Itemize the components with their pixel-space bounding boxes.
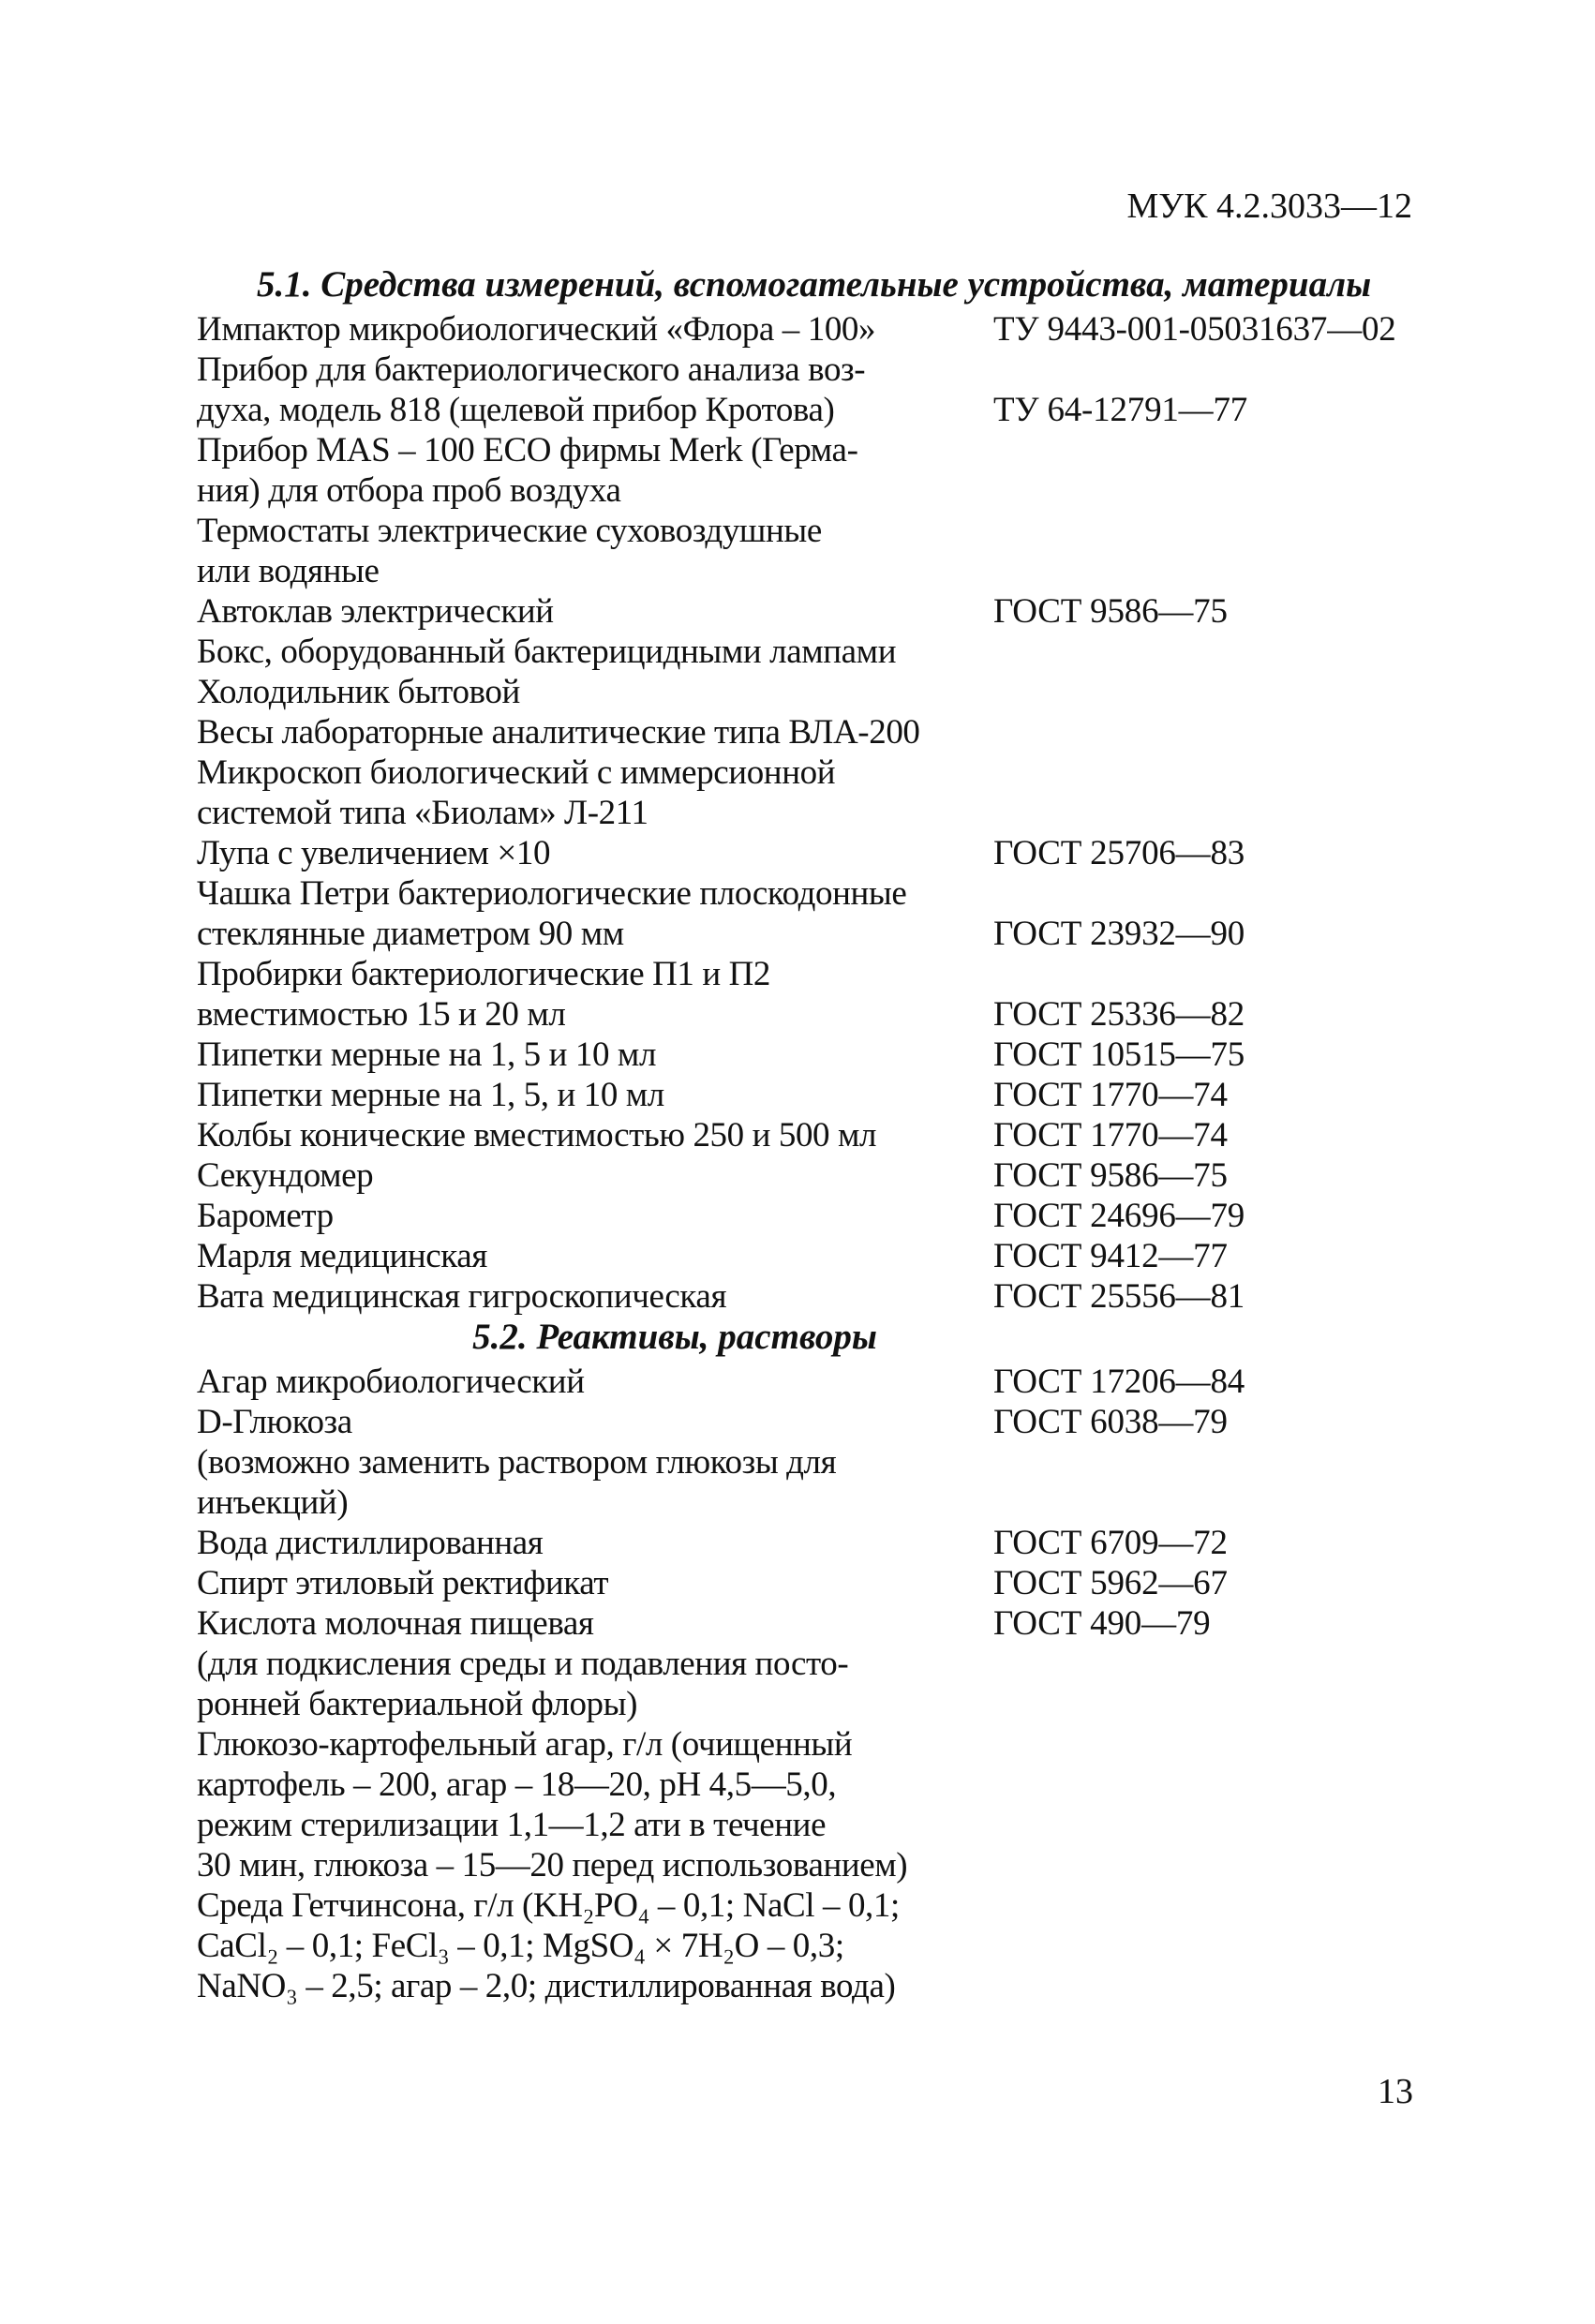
item-text-line: Среда Гетчинсона, г/л (KH₂PO₄ – 0,1; NaCl – 0,1; <box>197 1886 900 1925</box>
list-item <box>197 591 1415 632</box>
list-item <box>197 954 1415 1035</box>
list-item <box>197 1236 1415 1276</box>
item-description <box>197 430 993 511</box>
item-text-line: Кислота молочная пищевая <box>197 1604 594 1643</box>
list-item <box>197 632 1415 672</box>
item-text-line: вместимостью 15 и 20 мл <box>197 995 566 1034</box>
item-standard: ТУ 9443-001-05031637—02 <box>993 310 1396 349</box>
section-heading-reagents: 5.2. Реактивы, растворы <box>472 1317 877 1357</box>
list-item <box>197 1155 1415 1196</box>
list-item <box>197 1196 1415 1236</box>
list-item <box>197 430 1415 511</box>
list-item <box>197 1362 1415 1402</box>
list-item <box>197 1885 1415 2006</box>
item-text-line: NaNO₃ – 2,5; агар – 2,0; дистиллированная вода) <box>197 1967 896 2005</box>
reagents-list <box>197 1362 1415 2006</box>
item-text-line: 30 мин, глюкоза – 15—20 перед использованием) <box>197 1846 908 1885</box>
item-description <box>197 1402 993 1442</box>
document-code: МУК 4.2.3033—12 <box>1126 186 1412 226</box>
list-item <box>197 1402 1415 1442</box>
item-description <box>197 712 993 752</box>
item-text-line: Вата медицинская гигроскопическая <box>197 1277 727 1316</box>
item-description <box>197 1644 993 1724</box>
item-description <box>197 1155 993 1196</box>
item-text-line: Агар микробиологический <box>197 1363 585 1401</box>
item-description <box>197 1362 993 1402</box>
item-description <box>197 1523 993 1563</box>
item-description <box>197 752 993 833</box>
item-text-line: D-Глюкоза <box>197 1403 352 1441</box>
item-text-line: режим стерилизации 1,1—1,2 ати в течение <box>197 1806 827 1844</box>
item-text-line: Импактор микробиологический «Флора – 100» <box>197 310 876 349</box>
item-description <box>197 591 993 632</box>
item-description <box>197 511 993 591</box>
item-text-line: Барометр <box>197 1197 334 1235</box>
list-item <box>197 873 1415 954</box>
item-description <box>197 1885 993 2006</box>
list-item <box>197 1563 1415 1603</box>
item-description <box>197 1115 993 1155</box>
item-standard: ГОСТ 24696—79 <box>993 1197 1245 1235</box>
item-description <box>197 632 993 672</box>
list-item <box>197 712 1415 752</box>
item-text-line: Пробирки бактериологические П1 и П2 <box>197 955 771 993</box>
item-standard: ГОСТ 1770—74 <box>993 1116 1228 1155</box>
item-standard: ТУ 64-12791—77 <box>993 391 1248 429</box>
item-standard: ГОСТ 23932—90 <box>993 915 1245 953</box>
item-text-line: ния) для отбора проб воздуха <box>197 471 621 510</box>
list-item <box>197 1115 1415 1155</box>
item-description <box>197 309 993 350</box>
list-item <box>197 833 1415 873</box>
list-item <box>197 752 1415 833</box>
item-text-line: Микроскоп биологический с иммерсионной <box>197 753 836 792</box>
instruments-list <box>197 309 1415 1317</box>
item-standard: ГОСТ 25556—81 <box>993 1277 1245 1316</box>
item-text-line: Спирт этиловый ректификат <box>197 1564 609 1602</box>
item-standard: ГОСТ 5962—67 <box>993 1564 1228 1602</box>
list-item <box>197 1075 1415 1115</box>
item-description <box>197 1724 993 1885</box>
section-heading-instruments: 5.1. Средства измерений, вспомогательные устройства, материалы <box>257 264 1372 305</box>
item-standard: ГОСТ 9586—75 <box>993 1156 1228 1195</box>
item-text-line: (возможно заменить раствором глюкозы для <box>197 1443 837 1482</box>
item-text-line: Термостаты электрические суховоздушные <box>197 512 822 550</box>
item-standard: ГОСТ 9586—75 <box>993 592 1228 631</box>
item-description <box>197 833 993 873</box>
item-text-line: Секундомер <box>197 1156 374 1195</box>
list-item <box>197 1724 1415 1885</box>
list-item <box>197 1442 1415 1523</box>
item-description <box>197 1035 993 1075</box>
item-text-line: системой типа «Биолам» Л-211 <box>197 794 648 832</box>
item-standard: ГОСТ 490—79 <box>993 1604 1211 1643</box>
list-item <box>197 1644 1415 1724</box>
item-description <box>197 1563 993 1603</box>
page-number: 13 <box>1378 2072 1413 2111</box>
item-text-line: ронней бактериальной флоры) <box>197 1685 638 1723</box>
item-text-line: Чашка Петри бактериологические плоскодонные <box>197 874 907 913</box>
item-text-line: Колбы конические вместимостью 250 и 500 мл <box>197 1116 877 1155</box>
item-standard: ГОСТ 25336—82 <box>993 995 1245 1034</box>
item-description <box>197 1603 993 1644</box>
list-item <box>197 672 1415 712</box>
list-item <box>197 511 1415 591</box>
item-text-line: Весы лабораторные аналитические типа ВЛА-200 <box>197 713 920 752</box>
item-text-line: духа, модель 818 (щелевой прибор Кротова) <box>197 391 835 429</box>
item-text-line: CaCl₂ – 0,1; FeCl₃ – 0,1; MgSO₄ × 7H₂O – 0,3; <box>197 1927 844 1965</box>
item-standard: ГОСТ 6709—72 <box>993 1524 1228 1562</box>
item-text-line: Глюкозо-картофельный агар, г/л (очищенный <box>197 1725 853 1764</box>
item-description <box>197 350 993 430</box>
item-description <box>197 954 993 1035</box>
list-item <box>197 350 1415 430</box>
item-text-line: Холодильник бытовой <box>197 673 520 711</box>
item-standard: ГОСТ 1770—74 <box>993 1076 1228 1114</box>
item-standard: ГОСТ 9412—77 <box>993 1237 1228 1275</box>
item-text-line: Пипетки мерные на 1, 5, и 10 мл <box>197 1076 664 1114</box>
item-text-line: Марля медицинская <box>197 1237 487 1275</box>
item-standard: ГОСТ 17206—84 <box>993 1363 1245 1401</box>
list-item <box>197 1276 1415 1317</box>
item-text-line: Прибор для бактериологического анализа воз- <box>197 350 866 389</box>
item-description <box>197 1075 993 1115</box>
item-description <box>197 873 993 954</box>
item-text-line: Вода дистиллированная <box>197 1524 544 1562</box>
item-text-line: (для подкисления среды и подавления посто- <box>197 1645 849 1683</box>
item-description <box>197 1196 993 1236</box>
item-description <box>197 1276 993 1317</box>
item-text-line: Бокс, оборудованный бактерицидными лампами <box>197 633 897 671</box>
item-text-line: Автоклав электрический <box>197 592 554 631</box>
item-description <box>197 1236 993 1276</box>
list-item <box>197 309 1415 350</box>
item-standard: ГОСТ 10515—75 <box>993 1035 1245 1074</box>
item-text-line: картофель – 200, агар – 18—20, pH 4,5—5,0, <box>197 1765 837 1804</box>
item-text-line: стеклянные диаметром 90 мм <box>197 915 624 953</box>
list-item <box>197 1523 1415 1563</box>
item-description <box>197 1442 993 1523</box>
list-item <box>197 1035 1415 1075</box>
item-text-line: Пипетки мерные на 1, 5 и 10 мл <box>197 1035 657 1074</box>
item-standard: ГОСТ 6038—79 <box>993 1403 1228 1441</box>
item-text-line: или водяные <box>197 552 380 590</box>
list-item <box>197 1603 1415 1644</box>
document-content <box>197 264 1415 2006</box>
item-standard: ГОСТ 25706—83 <box>993 834 1245 872</box>
item-text-line: Лупа с увеличением ×10 <box>197 834 551 872</box>
item-text-line: инъекций) <box>197 1483 349 1522</box>
item-description <box>197 672 993 712</box>
item-text-line: Прибор MAS – 100 ECO фирмы Merk (Герма- <box>197 431 858 469</box>
